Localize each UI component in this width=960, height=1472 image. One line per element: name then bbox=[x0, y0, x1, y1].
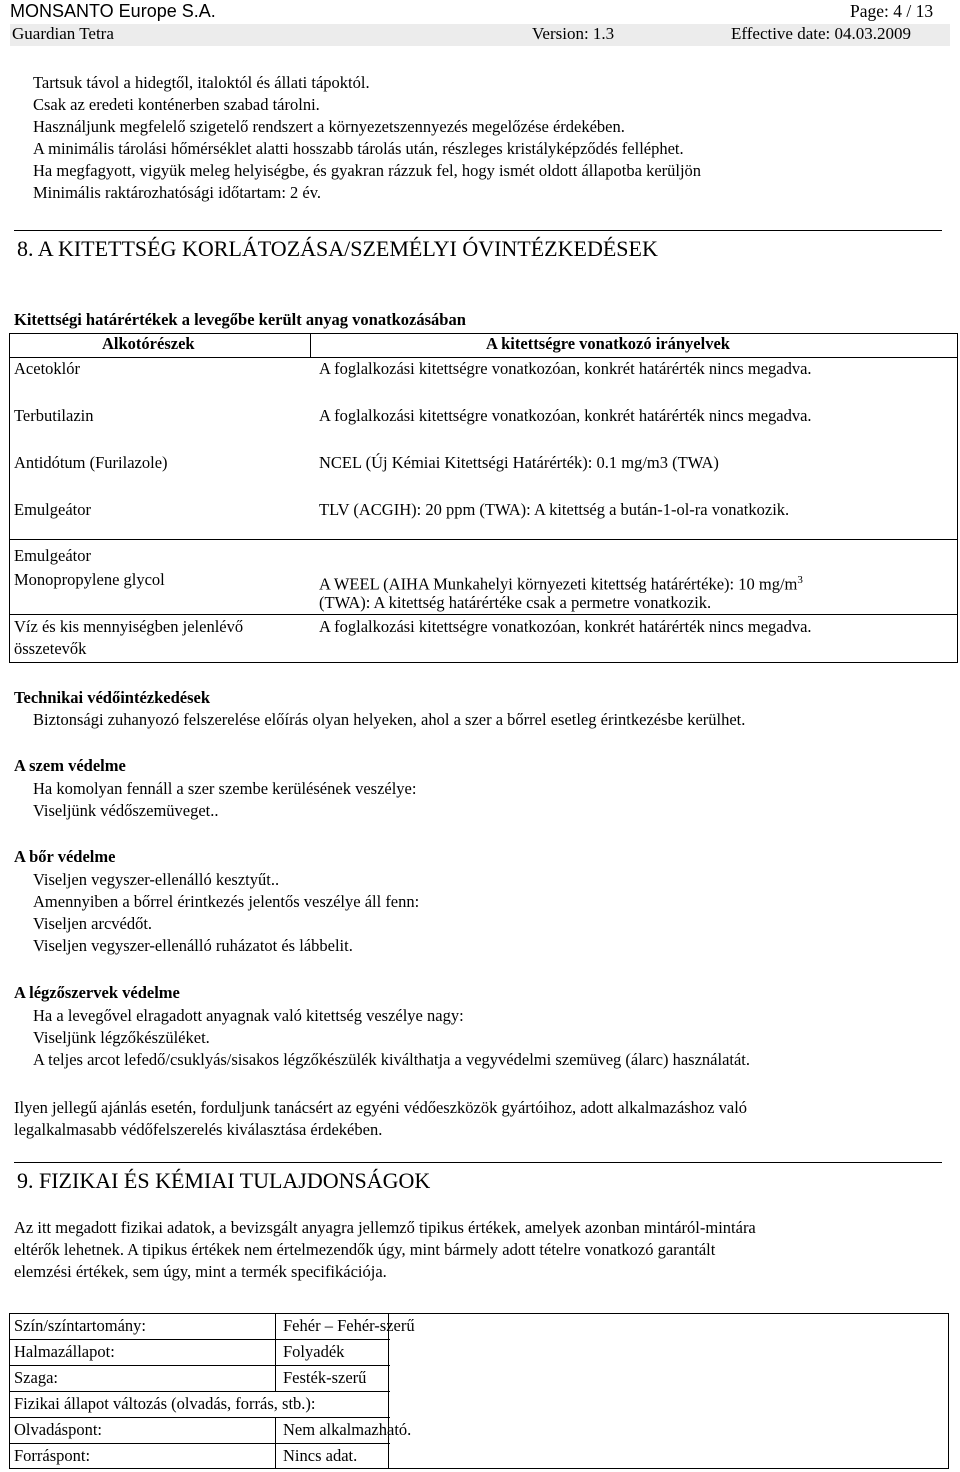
skin-title: A bőr védelme bbox=[14, 847, 116, 866]
section-divider bbox=[14, 230, 942, 231]
eye-paragraph bbox=[33, 778, 416, 822]
eye-title: A szem védelme bbox=[14, 756, 126, 775]
company-name: MONSANTO Europe S.A. bbox=[10, 1, 216, 21]
respiratory-title: A légzőszervek védelme bbox=[14, 983, 180, 1002]
property-label: Szín/színtartomány: bbox=[14, 1316, 146, 1335]
exposure-table bbox=[9, 333, 958, 663]
technical-paragraph bbox=[33, 709, 745, 731]
page-number: Page: 4 / 13 bbox=[850, 1, 934, 21]
exposure-subtitle: Kitettségi határértékek a levegőbe került anyag vonatkozásában bbox=[14, 310, 466, 329]
row-separator bbox=[10, 614, 957, 615]
header-divider bbox=[310, 334, 311, 357]
text-line: elemzési értékek, sem úgy, mint a termék specifikációja. bbox=[14, 1262, 387, 1281]
guideline-cell: NCEL (Új Kémiai Kitettségi Határérték): 0.1 mg/m3 (TWA) bbox=[319, 453, 719, 472]
row-separator bbox=[10, 539, 957, 540]
col-components: Alkotórészek bbox=[102, 334, 195, 353]
guideline-cell-cont: (TWA): A kitettség határértéke csak a permetre vonatkozik. bbox=[319, 593, 712, 612]
col-guidelines: A kitettségre vonatkozó irányelvek bbox=[486, 334, 730, 353]
column-line bbox=[275, 1417, 276, 1469]
text-line: Ha komolyan fennáll a szer szembe kerülésének veszélye: bbox=[33, 779, 417, 798]
property-value: Folyadék bbox=[283, 1342, 345, 1361]
component-cell: Acetoklór bbox=[14, 359, 80, 378]
property-label: Forráspont: bbox=[14, 1446, 91, 1465]
property-row bbox=[10, 1392, 948, 1416]
component-cell-cont: összetevők bbox=[14, 639, 87, 658]
property-row bbox=[10, 1314, 948, 1338]
text-line: legalkalmasabb védőfelszerelés kiválasztása érdekében. bbox=[14, 1120, 383, 1139]
text-line: Viseljen vegyszer-ellenálló kesztyűt.. bbox=[33, 870, 280, 889]
text-line: Viseljünk védőszemüveget.. bbox=[33, 801, 219, 820]
header-bar bbox=[10, 24, 950, 46]
property-label: Szaga: bbox=[14, 1368, 58, 1387]
property-value: Nincs adat. bbox=[283, 1446, 358, 1465]
component-cell: Emulgeátor bbox=[14, 500, 91, 519]
product-name: Guardian Tetra bbox=[12, 24, 114, 43]
text-line: A teljes arcot lefedő/csuklyás/sisakos légzőkészülék kiválthatja a vegyvédelmi szemüveg (álarc) használatát. bbox=[33, 1050, 751, 1069]
component-cell: Monopropylene glycol bbox=[14, 570, 165, 589]
respiratory-paragraph bbox=[33, 1005, 750, 1071]
component-cell: Emulgeátor bbox=[14, 546, 91, 565]
property-label: Olvadáspont: bbox=[14, 1420, 102, 1439]
storage-line: Használjunk megfelelő szigetelő rendszert a környezetszennyezés megelőzése érdekében. bbox=[33, 117, 625, 136]
version-label: Version: 1.3 bbox=[532, 24, 615, 43]
property-row bbox=[10, 1418, 948, 1442]
skin-paragraph bbox=[33, 869, 419, 957]
effective-date: Effective date: 04.03.2009 bbox=[731, 24, 912, 43]
column-line bbox=[388, 1314, 389, 1469]
property-value: Festék-szerű bbox=[283, 1368, 367, 1387]
property-row bbox=[10, 1366, 948, 1390]
text-line: Amennyiben a bőrrel érintkezés jelentős veszélye áll fenn: bbox=[33, 892, 420, 911]
component-cell: Víz és kis mennyiségben jelenlévő bbox=[14, 617, 244, 636]
text-line: Viseljünk légzőkészüléket. bbox=[33, 1028, 210, 1047]
text-line: Ha a levegővel elragadott anyagnak való kitettség veszélye nagy: bbox=[33, 1006, 464, 1025]
superscript: 3 bbox=[797, 574, 803, 586]
guideline-cell: A foglalkozási kitettségre vonatkozóan, konkrét határérték nincs megadva. bbox=[319, 359, 812, 378]
section9-title: 9. FIZIKAI ÉS KÉMIAI TULAJDONSÁGOK bbox=[17, 1168, 431, 1193]
guideline-text: A WEEL (AIHA Munkahelyi környezeti kitettség határértéke): 10 mg/m bbox=[319, 574, 798, 594]
text-line: Viseljen vegyszer-ellenálló ruházatot és lábbelit. bbox=[33, 936, 353, 955]
property-value: Nem alkalmazható. bbox=[283, 1420, 412, 1439]
property-row bbox=[10, 1444, 948, 1468]
properties-table bbox=[9, 1313, 949, 1469]
storage-line: Minimális raktározhatósági időtartam: 2 év. bbox=[33, 183, 322, 202]
text-line: Az itt megadott fizikai adatok, a bevizsgált anyagra jellemző tipikus értékek, amelyek azonban mintáról-mintára bbox=[14, 1218, 756, 1237]
storage-line: Csak az eredeti konténerben szabad tárolni. bbox=[33, 95, 320, 114]
property-row bbox=[10, 1340, 948, 1364]
property-value: Fehér – Fehér-szerű bbox=[283, 1316, 415, 1335]
text-line: Biztonsági zuhanyozó felszerelése előírás olyan helyeken, ahol a szer a bőrrel esetleg érintkezésbe kerülhet. bbox=[33, 710, 746, 729]
storage-line: Ha megfagyott, vigyük meleg helyiségbe, és gyakran rázzuk fel, hogy ismét oldott állapotba kerüljön bbox=[33, 161, 702, 180]
guideline-cell: A foglalkozási kitettségre vonatkozóan, konkrét határérték nincs megadva. bbox=[319, 617, 812, 636]
storage-line: Tartsuk távol a hidegtől, italoktól és állati tápoktól. bbox=[33, 73, 370, 92]
storage-paragraph bbox=[33, 72, 701, 204]
section9-intro bbox=[14, 1217, 756, 1283]
property-label: Halmazállapot: bbox=[14, 1342, 115, 1361]
text-line: Viseljen arcvédőt. bbox=[33, 914, 153, 933]
technical-title: Technikai védőintézkedések bbox=[14, 688, 211, 707]
column-line bbox=[275, 1314, 276, 1391]
exposure-table-header bbox=[10, 334, 957, 358]
property-label: Fizikai állapot változás (olvadás, forrás, stb.): bbox=[14, 1394, 316, 1413]
component-cell: Antidótum (Furilazole) bbox=[14, 453, 168, 472]
guideline-cell: TLV (ACGIH): 20 ppm (TWA): A kitettség a bután-1-ol-ra vonatkozik. bbox=[319, 500, 790, 519]
text-line: Ilyen jellegű ajánlás esetén, forduljunk tanácsért az egyéni védőeszközök gyártóihoz, adott alkalmazáshoz való bbox=[14, 1098, 748, 1117]
section-divider bbox=[14, 1162, 942, 1163]
component-cell: Terbutilazin bbox=[14, 406, 94, 425]
guideline-cell: A foglalkozási kitettségre vonatkozóan, konkrét határérték nincs megadva. bbox=[319, 406, 812, 425]
advice-paragraph bbox=[14, 1097, 747, 1141]
storage-line: A minimális tárolási hőmérséklet alatti hosszabb tárolás után, részleges kristályképződés felléphet. bbox=[33, 139, 684, 158]
text-line: eltérők lehetnek. A tipikus értékek nem értelmezendők úgy, mint bármely adott tételre vonatkozó garantált bbox=[14, 1240, 716, 1259]
section8-title: 8. A KITETTSÉG KORLÁTOZÁSA/SZEMÉLYI ÓVINTÉZKEDÉSEK bbox=[17, 236, 658, 261]
